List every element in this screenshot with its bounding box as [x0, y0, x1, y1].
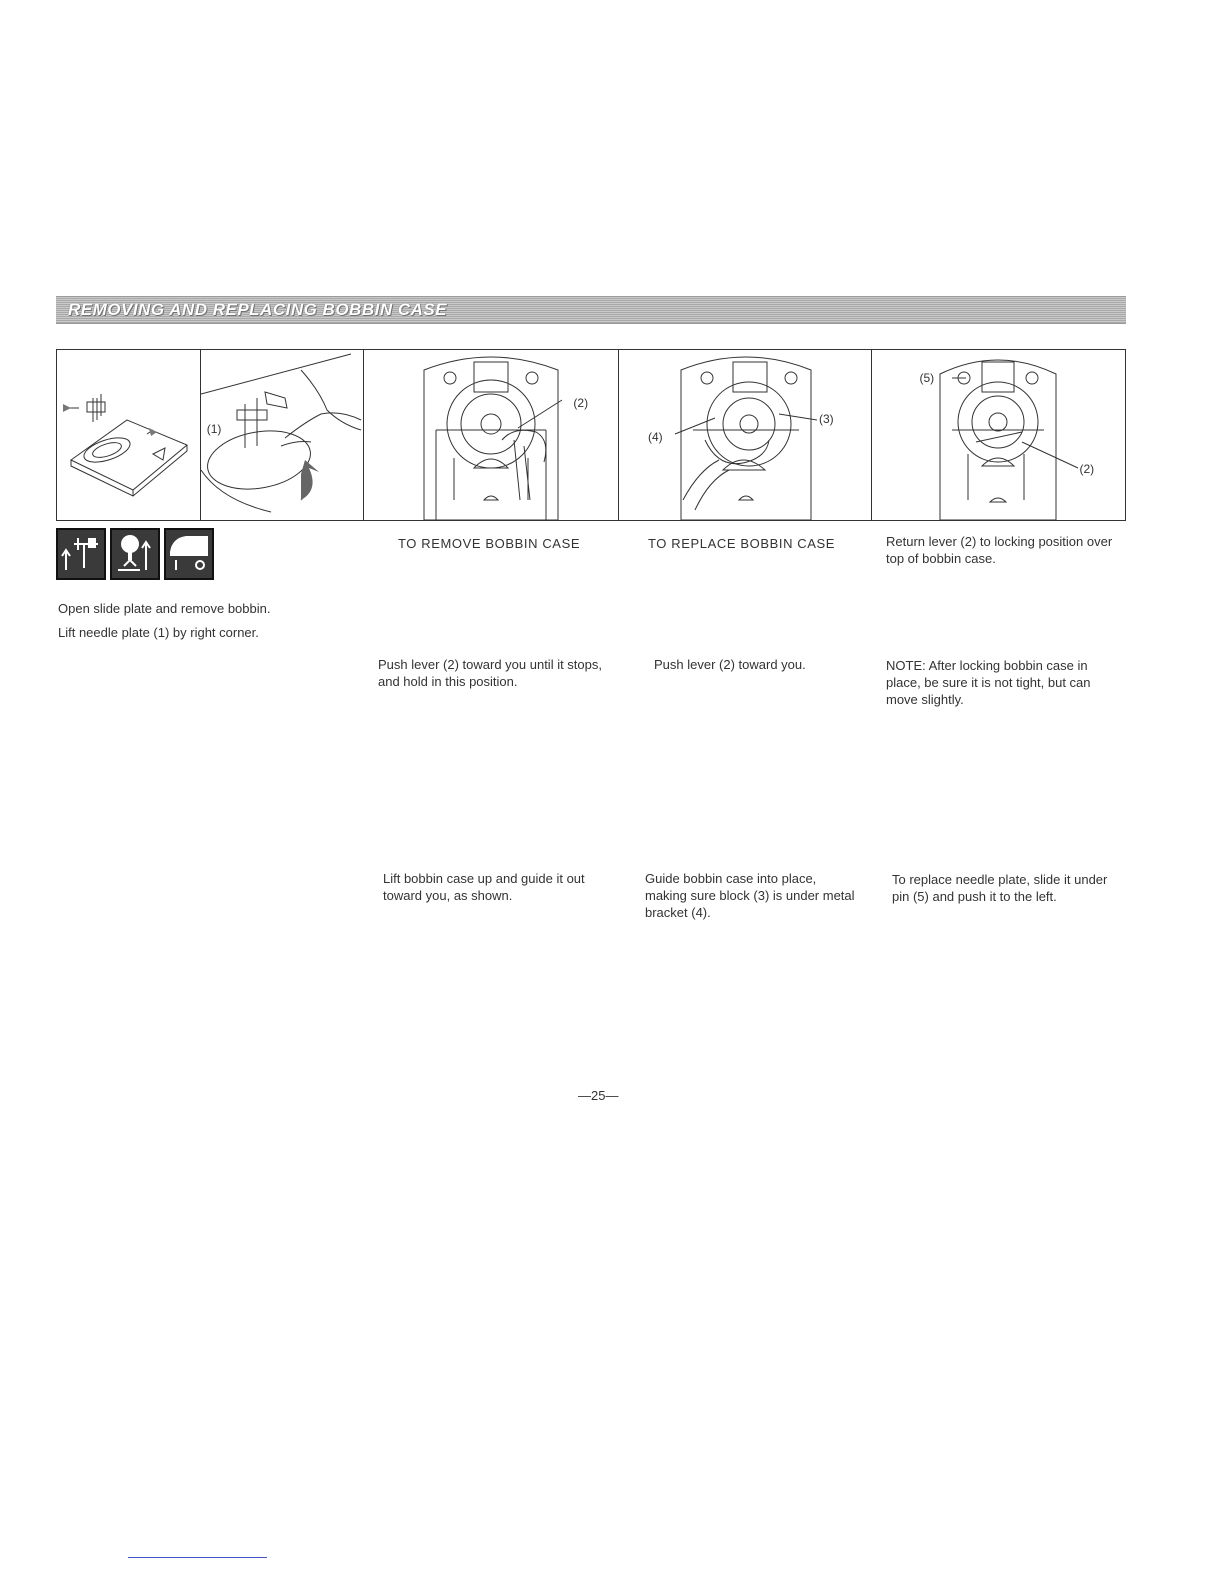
instruction-lift-bobbin-case: Lift bobbin case up and guide it out toward you, as shown.: [383, 871, 585, 903]
heading-remove-bobbin-case: TO REMOVE BOBBIN CASE: [398, 536, 581, 551]
note-bobbin-case-locking: NOTE: After locking bobbin case in place, be sure it is not tight, but can move slightly.: [886, 658, 1091, 707]
figure-remove-bobbin-case: [364, 350, 619, 520]
section-title-bar: [56, 296, 1126, 324]
label-block: (3): [818, 412, 834, 426]
section-title: REMOVING AND REPLACING BOBBIN CASE: [68, 300, 448, 319]
label-needle-plate: (1): [206, 422, 222, 436]
figure-return-lever: [872, 350, 1125, 520]
needle-up-icon: [56, 528, 106, 580]
instruction-push-lever-hold: Push lever (2) toward you until it stops, and hold in this position.: [378, 657, 602, 689]
heading-replace-bobbin-case: TO REPLACE BOBBIN CASE: [648, 536, 836, 551]
safety-symbols: [56, 528, 214, 580]
page-number: —25—: [578, 1088, 619, 1103]
illustration-row: [56, 349, 1126, 521]
footer-rule: [128, 1557, 267, 1558]
figure-lift-needle-plate: [201, 350, 365, 520]
instruction-lift-needle-plate: Lift needle plate (1) by right corner.: [58, 625, 259, 640]
instruction-guide-bobbin-case: Guide bobbin case into place, making sure block (3) is under metal bracket (4).: [645, 871, 855, 920]
figure-replace-bobbin-case: [619, 350, 873, 520]
instruction-open-slide-plate: Open slide plate and remove bobbin.: [58, 601, 271, 616]
label-bracket: (4): [647, 430, 663, 444]
presser-foot-up-icon: [110, 528, 160, 580]
figure-open-slide-plate: [57, 350, 201, 520]
instruction-replace-needle-plate: To replace needle plate, slide it under pin (5) and push it to the left.: [892, 872, 1108, 904]
label-lever: (2): [573, 396, 589, 410]
instruction-return-lever: Return lever (2) to locking position over top of bobbin case.: [886, 534, 1113, 566]
label-lever-locked: (2): [1079, 462, 1095, 476]
instruction-push-lever: Push lever (2) toward you.: [654, 657, 806, 672]
power-switch-off-icon: [164, 528, 214, 580]
label-pin: (5): [919, 371, 935, 385]
